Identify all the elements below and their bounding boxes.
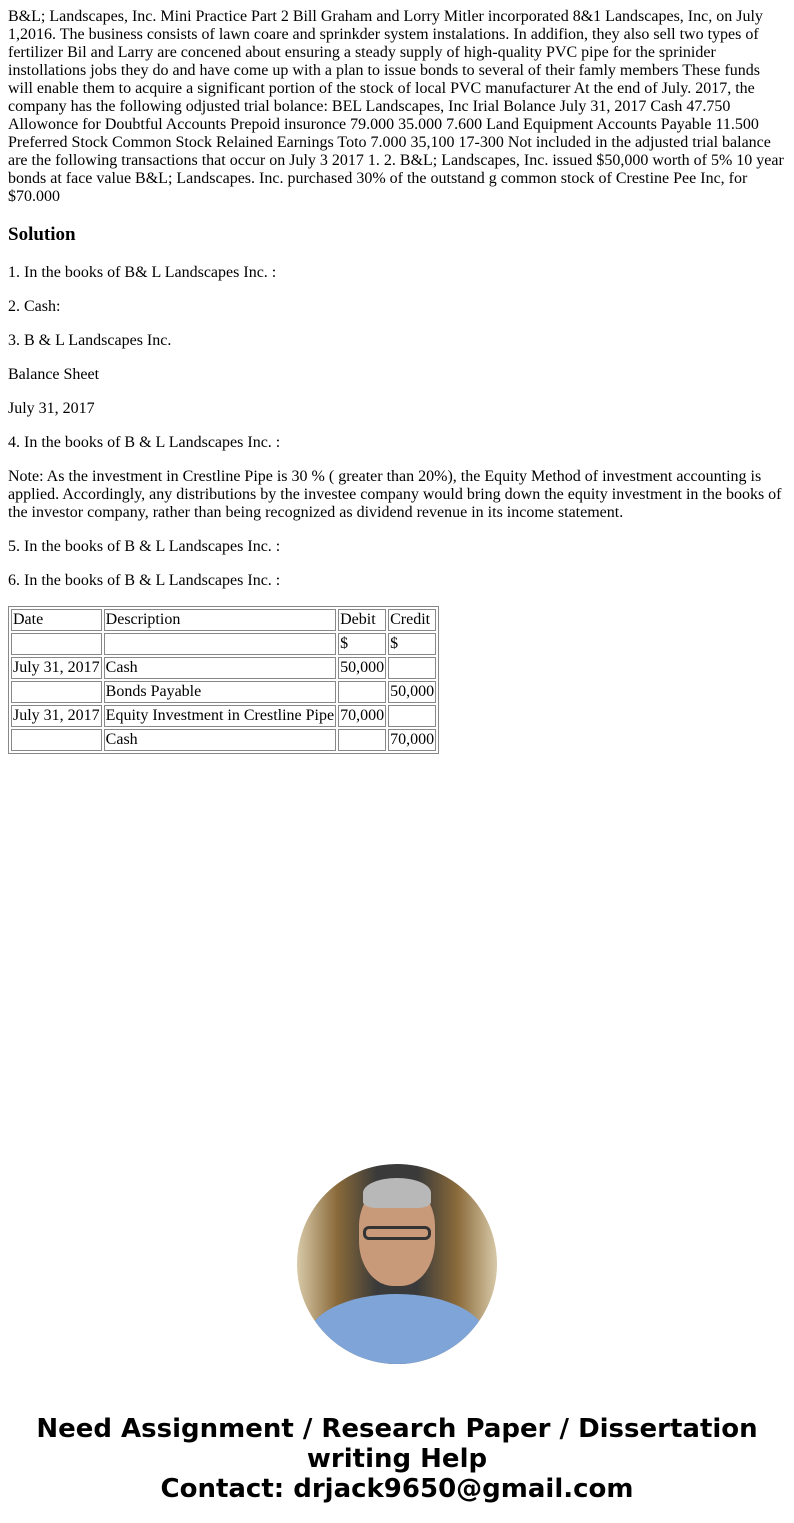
solution-paragraph: 2. Cash: [8,298,61,315]
header-date: Date [11,609,102,631]
table-row [11,729,436,751]
cell-description: Equity Investment in Crestline Pipe [104,705,336,727]
cell-date [11,633,102,655]
cell-date [11,681,102,703]
cell-debit: $ [338,633,386,655]
cell-debit [338,729,386,751]
table-row [11,633,436,655]
table-row [11,705,436,727]
question-text: B&L; Landscapes, Inc. Mini Practice Part 2 Bill Graham and Lorry Mitler incorporated 8&1 Landscapes, Inc, on July 1,2016. The business consists of lawn coare and sprinkder system instalations. In addifion, they also sell two types of fertilizer Bil and Larry are concened about ensuring a steady supply of high-quality PVC pipe for the sprinider instollations jobs they do and have come up with a plan to issue bonds to several of their famly members These funds will enable them to acquire a significant portion of the stock of local PVC manufacturer At the end of July. 2017, the company has the following odjusted trial bolance: BEL Landscapes, Inc Irial Bolance July 31, 2017 Cash 47.750 Allowonce for Doubtful Accounts Prepoid insuronce 79.000 35.000 7.600 Land Equipment Accounts Payable 11.500 Preferred Stock Common Stock Relained Earnings Toto 7.000 35,100 17-300 Not included in the adjusted trial balance are the following transactions that occur on July 3 2017 1. 2. B&L; Landscapes, Inc. issued $50,000 worth of 5% 10 year bonds at face value B&L; Landscapes. Inc. purchased 30% of the outstand g common stock of Crestine Pee Inc, for $70.000 [8,8,784,205]
avatar [297,1164,497,1364]
cell-date [11,729,102,751]
cell-date: July 31, 2017 [11,657,102,679]
solution-heading: Solution [8,224,76,245]
cell-description: Cash [104,657,336,679]
header-credit: Credit [388,609,436,631]
table-header-row [11,609,436,631]
header-debit: Debit [338,609,386,631]
cell-description: Bonds Payable [104,681,336,703]
solution-paragraph: 3. B & L Landscapes Inc. [8,332,172,349]
cell-credit: 50,000 [388,681,436,703]
journal-table [8,606,439,754]
note-paragraph: Note: As the investment in Crestline Pipe is 30 % ( greater than 20%), the Equity Method of investment accounting is applied. Accordingly, any distributions by the investee company would bring down the equity investment in the books of the investor company, rather than being recognized as dividend revenue in its income statement. [8,468,782,521]
cell-credit: 70,000 [388,729,436,751]
contact-footer [8,1414,786,1504]
avatar-shirt [307,1294,487,1364]
cell-debit [338,681,386,703]
solution-paragraph: 6. In the books of B & L Landscapes Inc. : [8,572,281,589]
solution-paragraph: 5. In the books of B & L Landscapes Inc. : [8,538,281,555]
cell-description: Cash [104,729,336,751]
footer-help-text: Need Assignment / Research Paper / Dissertation writing Help [36,1414,758,1474]
cell-date: July 31, 2017 [11,705,102,727]
avatar-container [8,1164,786,1364]
solution-paragraph: 1. In the books of B& L Landscapes Inc. : [8,264,277,281]
header-description: Description [104,609,336,631]
avatar-hair [363,1178,431,1208]
cell-description [104,633,336,655]
cell-credit [388,705,436,727]
cell-credit [388,657,436,679]
cell-debit: 50,000 [338,657,386,679]
solution-paragraph: Balance Sheet [8,366,100,383]
table-row [11,681,436,703]
cell-debit: 70,000 [338,705,386,727]
solution-paragraph: July 31, 2017 [8,400,95,417]
cell-credit: $ [388,633,436,655]
footer-contact-text: Contact: drjack9650@gmail.com [160,1474,634,1504]
table-row [11,657,436,679]
avatar-glasses [363,1226,431,1240]
solution-paragraph: 4. In the books of B & L Landscapes Inc. : [8,434,281,451]
